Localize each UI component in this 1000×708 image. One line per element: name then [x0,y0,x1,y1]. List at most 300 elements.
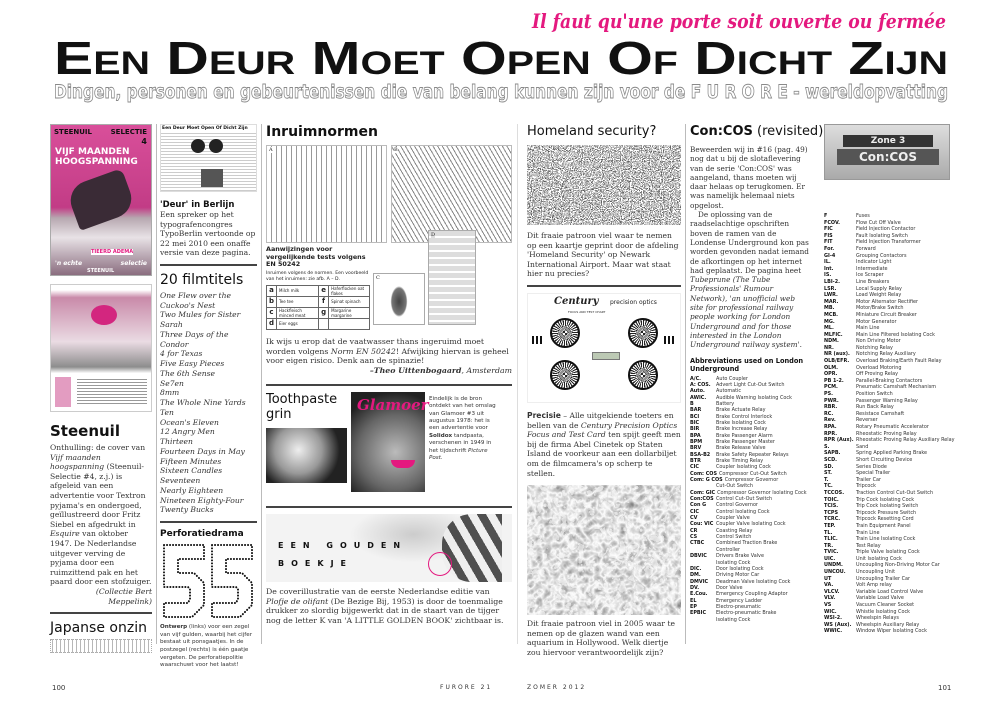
abbreviation-code: F [824,213,828,219]
abbreviations-title: Abbreviations used on London Underground [690,356,804,373]
abbreviation-meaning: Brake Isolating Cock [716,419,766,426]
abbreviation-code: CV [690,515,698,522]
abbreviation-meaning: Uncoupling Unit [856,569,895,576]
abbreviation-row [824,286,954,293]
abbreviation-meaning: Non Driving Motor [856,338,901,345]
abbreviation-code: CIC [690,508,699,515]
abbreviation-row [824,411,954,418]
table-row [267,307,370,318]
abbreviation-row [824,615,954,622]
abbreviation-meaning: Forward [856,245,876,252]
abbreviation-code: B [690,400,694,407]
abbreviation-meaning: Electro-pneumatic Brake [716,610,777,617]
concos-body: Beweerden wij in #16 (pag. 49) nog dat u bij de slotaflevering van de serie 'Con:COS' was aangeland, thans moeten wij daar helaas op terugkomen. Er was namelijk helemaal niets opgelost. [690,145,808,210]
steenuil-body: Onthulling: de cover van Vijf maanden hoogspanning (Steenuil-Selectie #4, z.j.) is afgeleid van een advertentie voor Textron pyjama's en ondergoed, geïllustreerd door Fritz Siebel en afgedrukt in Esquire van oktober 1947. De Nederlandse uitgever verving de pyjama door een ruimzittend pak en het paard door een stofzuiger. [50,443,152,587]
abbreviation-row [824,609,954,616]
abbreviation-row [824,358,954,365]
abbreviation-code: NDM. [824,338,839,345]
abbreviation-row [824,226,954,233]
abbreviation-code: PB 1-2. [824,377,844,384]
abbreviation-meaning: Rheostatic Proving Relay Auxiliary Relay [856,437,955,444]
abbreviation-code: BPA [690,432,701,439]
abbreviation-meaning: Door Valve [716,584,743,591]
abbreviation-row [824,220,954,227]
abbreviation-code [690,617,714,623]
abbreviation-meaning: Deadman Valve Isolating Cock [716,578,791,585]
abbreviation-row [824,259,954,266]
abbreviation-meaning: Resistace Camshaft [856,410,905,417]
abbreviation-row [824,628,954,635]
abbreviation-meaning: Brake Control Interlock [716,413,773,420]
column-divider [156,124,157,644]
abbreviation-meaning: Isolating Cock [716,616,751,623]
abbreviation-code: TC. [824,483,833,490]
abbreviation-meaning: Parallel-Braking Contactors [856,377,923,384]
abbreviation-code: Cou: VIC [690,521,714,528]
abbreviation-code: SCD. [824,456,838,463]
abbreviation-code: FIS [824,232,833,239]
page-number-right: 101 [938,684,952,692]
abbreviation-meaning: Off Proving Relay [856,371,898,378]
japanse-noise-image [50,639,152,653]
abbreviation-meaning: Uncoupling Trailer Car [856,575,911,582]
abbreviation-row [690,617,818,623]
abbreviation-meaning: Motor Generator [856,318,897,325]
abbreviation-row [824,279,954,286]
abbreviation-row [824,490,954,497]
abbreviation-meaning: Coupler Valve [716,515,750,522]
abbreviation-code: BRV [690,445,702,452]
dishwasher-racks-image [266,145,512,243]
abbreviation-code: CTBC [690,540,705,547]
abbreviation-row [824,477,954,484]
abbreviation-meaning: Electro-pneumatic [716,603,761,610]
perforatie-caption: Ontwerp (links) voor een zegel van vijf gulden, waarbij het cijfer bestaat uit ponsgaatjes. In de postzegel (rechts) is één gaatje vergeten. De perforatiepolitie waarschuwt voor het laatst! [160,624,252,669]
en50242-box [266,232,512,330]
abbreviation-meaning: Variable Load Control Valve [856,588,924,595]
abbreviation-meaning: Window Wiper Isolating Cock [856,628,927,635]
cover-text: 'n echte [55,260,83,267]
abbreviation-meaning: Combined Traction Brake [716,540,778,547]
cover-text: VIJF MAANDEN [55,147,130,157]
abbreviation-meaning: Overload Braking/Earth Fault Relay [856,358,942,365]
century-chart-label: FOCUS AND TEST CHART [568,309,606,314]
abbreviation-code: AWIC. [690,394,707,401]
abbreviation-meaning: Auto Coupler [716,375,748,382]
abbreviation-code: MCB. [824,311,839,318]
fig-label: B [394,147,398,153]
abbreviation-meaning: Notching Relay Auxiliary [856,351,916,358]
abbreviation-meaning: Train Equipment Panel [856,522,911,529]
abbreviation-code: CIC [690,464,699,471]
abbreviation-code: TEP. [824,522,836,529]
divider [527,285,681,287]
filmtitels-title: 20 filmtitels [160,271,244,288]
abbreviation-meaning: Advert Light Cut-Out Switch [716,381,785,388]
table-row [267,296,370,307]
abbreviation-code: S. [824,443,830,450]
abbreviation-meaning: Audible Warning Isolating Cock [716,394,792,401]
abbreviation-row [824,483,954,490]
abbreviation-code: PCM. [824,384,838,391]
column-5 [690,124,824,623]
abbreviation-meaning: Short Circuiting Device [856,456,913,463]
abbreviation-meaning: Motor/Brake Switch [856,305,904,312]
abbreviation-row [824,246,954,253]
abbreviation-meaning: Emergency Ladder [716,597,763,604]
abbreviation-meaning: Whistle Isolating Cock [856,608,910,615]
table-cell: Haferflocken oat flakes [329,285,370,296]
abbreviation-row [824,582,954,589]
film-title: Ten [160,407,174,417]
film-title: The 6th Sense [160,368,216,378]
abbreviation-code: A/C. [690,375,702,382]
abbreviation-code: VLCV. [824,588,840,595]
abbreviation-meaning: Trailer Car [856,476,881,483]
film-title: Nearly Eighteen [160,485,224,495]
abbreviation-code: RPA. [824,424,837,430]
abbreviation-meaning: Ice Scraper [856,272,884,279]
abbreviation-code: T. [824,476,829,483]
abbreviation-meaning: Special Trailer [856,470,891,477]
film-title: Ocean's Eleven [160,417,219,427]
abbreviation-meaning: Coupler Valve Isolating Cock [716,521,786,528]
homeland-noise-image [527,145,681,225]
abbreviation-code: WSI-2. [824,615,843,622]
abbreviation-code: IS. [824,272,832,279]
homeland-body: Dit fraaie patroon viel waar te nemen op een kaartje geprint door de afdeling 'Homeland Security' op Newark International Airport. Maar wat staat hier nu precies? [527,231,679,279]
table-cell: e [319,285,329,296]
abbreviation-meaning: Train Line [856,529,880,536]
divider [266,506,512,508]
abbreviation-code: MG. [824,318,835,325]
film-title: Nineteen Eighty-Four [160,495,244,505]
abbreviation-row [824,556,954,563]
abbreviation-code: BIC [690,419,700,426]
abbreviation-meaning: Line Breakers [856,278,890,285]
abbreviation-code: Rev. [824,417,836,424]
abbreviation-meaning: Train Line Isolating Cock [856,536,916,543]
abbreviation-code: UNDM. [824,562,843,569]
page-subtitle: Dingen, personen en gebeurtenissen die van belang kunnen zijn voor de F U R O R E - wereldopvatting [54,81,948,103]
table-cell: Tee tee [277,296,319,307]
glamoer-logo: Glamoer [357,395,429,414]
abbreviation-code: EP [690,603,697,610]
abbreviation-meaning: Run Back Relay [856,404,894,411]
film-title: Seventeen [160,476,201,486]
abbreviation-code: TLIC. [824,536,838,543]
abbreviation-meaning: Sand [856,443,869,450]
magazine-name: FURORE 21 [440,684,493,691]
abbreviation-row [824,253,954,260]
abbreviation-meaning: Battery [716,400,735,407]
abbreviation-code: OLM. [824,364,838,371]
abbreviation-meaning: Fuses [856,213,870,219]
abbreviation-code: EPBIC [690,610,707,617]
abbreviation-meaning: Overload Motoring [856,364,902,371]
abbreviation-code: WS (Aux). [824,621,852,628]
cover-text: TIEERD ADEMA [91,249,134,255]
deur-berlijn-title: 'Deur' in Berlijn [160,200,235,210]
steenuil-column [50,124,152,653]
abbreviation-code: BCI [690,413,700,420]
abbreviation-meaning: Brake Passenger Alarm [716,432,773,439]
concos-body-2: De oplossing van de raadselachtige opschriften boven de ramen van de Londense Underground kon pas worden gevonden nadat iemand de afkortingen op het internet had geplaatst. De pagina heet Tubeprune (The Tube Professionals' Rumour Network), 'an unofficial web site for professional railway people working for London Underground and for those interested in the London Underground railway system'. [690,210,809,350]
abbreviation-row [824,404,954,411]
figure-c-image [373,273,425,325]
spread-thumbnail-image [160,124,257,192]
abbreviation-row [824,213,954,220]
abbreviation-row [824,549,954,556]
abbreviation-meaning: Coupler Isolating Cock [716,464,771,471]
abbreviation-meaning: Control Cut-Out Switch [716,496,773,503]
film-list [160,291,257,515]
abbreviation-meaning: Traction Control Cut-Out Switch [856,489,934,496]
abbreviation-code: VS [824,602,832,609]
table-cell: Spinat spinach [329,296,370,307]
abbreviation-row [824,437,954,444]
film-title: Thirteen [160,437,193,447]
abbreviation-meaning: Variable Load Valve [856,595,904,602]
abbreviation-code: RBR. [824,404,838,411]
aquarium-body: Dit fraaie patroon viel in 2005 waar te nemen op de glazen wand van een aquarium in Hollywood. Welk diertje zou hiervoor verantwoordelijk zijn? [527,619,676,657]
table-cell: f [319,296,329,307]
zone3-sign-photo [824,124,950,180]
abbreviation-meaning: Control Governor [716,502,758,509]
abbreviation-code: MLFIC. [824,331,843,338]
abbreviation-code: LBI-2. [824,278,840,285]
abbreviation-list [824,213,954,635]
en50242-title: Aanwijzingen voor vergelijkende tests volgens EN 50242 [266,245,366,269]
deur-berlijn-body: Een spreker op het typografencongres TypoBerlin vertoonde op 22 mei 2010 een onaffe versie van deze pagina. [160,210,256,258]
abbreviation-meaning: Compressor Governor Isolating Cock [717,489,807,496]
divider [160,264,257,266]
film-title: The Whole Nine Yards [160,398,246,408]
abbreviation-meaning: Uncoupling Non-Driving Motor Car [856,562,940,569]
perforatie-title: Perforatiedrama [160,529,244,540]
abbreviation-meaning: Driving Motor Car [716,572,760,579]
abbreviation-meaning: Load Weight Relay [856,292,902,299]
abbreviation-meaning: Trip Cock Isolating Switch [856,503,919,510]
abbreviation-meaning: Door Isolating Cock [716,565,764,572]
abbreviation-row [824,450,954,457]
column-2 [160,124,257,670]
gouden-title: BOEKJE [278,558,354,568]
table-cell: Milch milk [277,285,319,296]
textron-ad-image [50,284,152,412]
abbreviation-code: NR (aux). [824,351,850,358]
abbreviation-code: OLB/EFR. [824,358,850,365]
abbreviation-code: Auto. [690,388,705,395]
abbreviation-row [824,325,954,332]
abbreviation-code: UT [824,575,832,582]
cover-text: 4 [141,137,147,146]
abbreviation-row [824,589,954,596]
abbreviation-meaning: Rheostatic Proving Relay [856,430,917,437]
abbreviation-meaning: Tripcock [856,483,876,490]
abbreviation-row [824,595,954,602]
table-cell: d [267,318,277,329]
concos-title: Con:COS (revisited) [690,124,824,139]
abbreviation-row [824,602,954,609]
abbreviation-row [824,510,954,517]
abbreviation-code: DBVIC [690,553,707,560]
abbreviation-code: Com: GIC [690,489,716,496]
abbreviation-meaning: Control Switch [716,534,752,541]
abbreviation-row [824,299,954,306]
abbreviation-row [824,292,954,299]
sign-text: Zone 3 [843,135,933,147]
film-title: 8mm [160,388,180,398]
abbreviation-meaning: Reverser [856,417,878,424]
abbreviation-meaning: Notching Relay [856,344,893,351]
abbreviation-row [824,233,954,240]
abbreviation-code: GI-4 [824,252,836,259]
abbreviation-meaning: Wheelspin Auxiliary Relay [856,621,920,628]
table-cell [329,318,370,329]
table-cell: c [267,307,277,318]
abbreviation-code: UNCOU. [824,569,846,576]
abbreviation-meaning: Compressor Governor [724,477,779,484]
century-logo-sub: precision optics [610,298,657,306]
film-title: Twenty Bucks [160,505,214,515]
abbreviation-meaning: Miniature Circuit Breaker [856,311,917,318]
abbreviation-code: PS. [824,391,833,398]
divider [266,384,512,386]
cover-text: STEENUIL [87,268,115,274]
abbreviation-row [824,319,954,326]
divider [160,521,257,523]
abbreviation-meaning: Cut-Out Switch [716,483,753,490]
abbreviation-row [824,424,954,431]
abbreviation-code: TL. [824,529,833,536]
abbreviation-row [824,378,954,385]
abbreviation-meaning: Test Relay [856,542,881,549]
abbreviation-code: NR. [824,344,834,351]
film-title: 12 Angry Men [160,427,215,437]
abbreviation-code: Con G [690,502,707,509]
abbreviation-meaning: Vacuum Cleaner Socket [856,602,914,609]
abbreviation-meaning: Unit Isolating Cock [856,555,902,562]
gouden-title: EEN GOUDEN [278,540,408,550]
abbreviation-meaning: Compressor Cut-Out Switch [718,470,787,477]
abbreviation-code: Com: COS [690,470,717,477]
abbreviation-meaning: Tripcock Resetting Cord [856,516,914,523]
en50242-table [266,285,370,330]
gouden-boekje-image [266,514,512,582]
abbreviation-meaning: Tripcock Pressure Switch [856,509,917,516]
abbreviation-meaning: Grouping Contactors [856,252,907,259]
abbreviation-row [824,543,954,550]
abbreviation-row [824,516,954,523]
abbreviation-row [824,312,954,319]
abbreviation-code: TR. [824,542,834,549]
abbreviation-row [824,272,954,279]
abbreviation-meaning: Field Injection Transformer [856,239,921,246]
aquarium-pattern-image [527,485,681,615]
abbreviation-row [824,569,954,576]
perforated-55-image [160,541,257,621]
abbreviation-row [824,371,954,378]
abbreviation-meaning: Field Injection Contactor [856,226,916,233]
abbreviation-row [824,497,954,504]
abbreviation-row [824,536,954,543]
abbreviation-code: VA. [824,582,834,589]
abbreviation-row [824,464,954,471]
abbreviation-code: Int. [824,265,834,272]
abbreviation-code: OPR. [824,371,838,378]
cover-text: selectie [120,260,147,267]
abbreviation-code: TOIC. [824,496,839,503]
abbreviation-meaning: Pneumatic Camshaft Mechanism [856,384,937,391]
abbreviation-row [824,562,954,569]
sign-text: Con:COS [837,149,939,165]
abbreviation-code: MAR. [824,298,839,305]
abbreviation-row [824,365,954,372]
abbreviation-list [690,376,818,623]
abbreviation-code: A: COS. [690,381,711,388]
steenuil-title: Steenuil [50,422,120,440]
steenuil-credit: (Collectie Bert Meppelink) [95,586,152,606]
abbreviation-meaning: Volt Amp relay [856,582,892,589]
abbreviation-meaning: Brake Actuate Relay [716,407,766,414]
abbreviation-meaning: Drivers Brake Valve [716,553,764,560]
cover-text: SELECTIE [110,128,147,136]
cover-text: STEENUIL [54,128,92,136]
abbreviation-code: WWIC. [824,628,843,635]
abbreviation-meaning: Rotary Pneumatic Accelerator [856,424,929,430]
abbreviation-code: UIC. [824,555,836,562]
abbreviation-row [824,457,954,464]
film-title: Fifteen Minutes [160,456,222,466]
page-number-left: 100 [52,684,66,692]
abbreviation-row [824,398,954,405]
table-cell: b [267,296,277,307]
abbreviation-code: BSA-B2 [690,451,711,458]
abbreviation-code: BIR [690,426,700,433]
abbreviation-code: RC. [824,410,834,417]
abbreviation-code: MB. [824,305,835,312]
abbreviation-meaning: Brake Passenger Master [716,438,775,445]
page-gutter [517,124,518,644]
abbreviation-code: BAR [690,407,702,414]
abbreviation-code: TVIC. [824,549,839,556]
abbreviation-code: LWR. [824,292,838,299]
issue-label: ZOMER 2012 [527,684,587,691]
abbreviation-row [824,266,954,273]
japanse-title: Japanse onzin [50,620,147,637]
abbreviation-code: TCCOS. [824,489,845,496]
page-title: Een Deur Moet Open Of Dicht Zijn [54,32,948,84]
abbreviation-meaning: Main Line [856,325,880,332]
page-header [0,0,1000,110]
abbreviation-row [824,503,954,510]
abbreviation-meaning: Control Isolating Cock [716,508,770,515]
film-title: Fourteen Days in May [160,446,245,456]
abbreviation-code: SD. [824,463,834,470]
highlight-circle [428,552,452,576]
solidox-ad-image [266,428,347,483]
toothpaste-section [266,392,512,500]
abbreviation-meaning: Emergency Coupling Adaptor [716,591,788,598]
abbreviation-row [824,305,954,312]
film-title: Sixteen Candles [160,466,223,476]
film-title: Se7en [160,378,184,388]
abbreviation-meaning: Brake Timing Relay [716,458,764,464]
abbreviation-row [824,576,954,583]
abbreviation-meaning: Triple Valve Isolating Cock [856,549,920,556]
abbreviation-meaning: Brake Increase Relay [716,426,768,433]
